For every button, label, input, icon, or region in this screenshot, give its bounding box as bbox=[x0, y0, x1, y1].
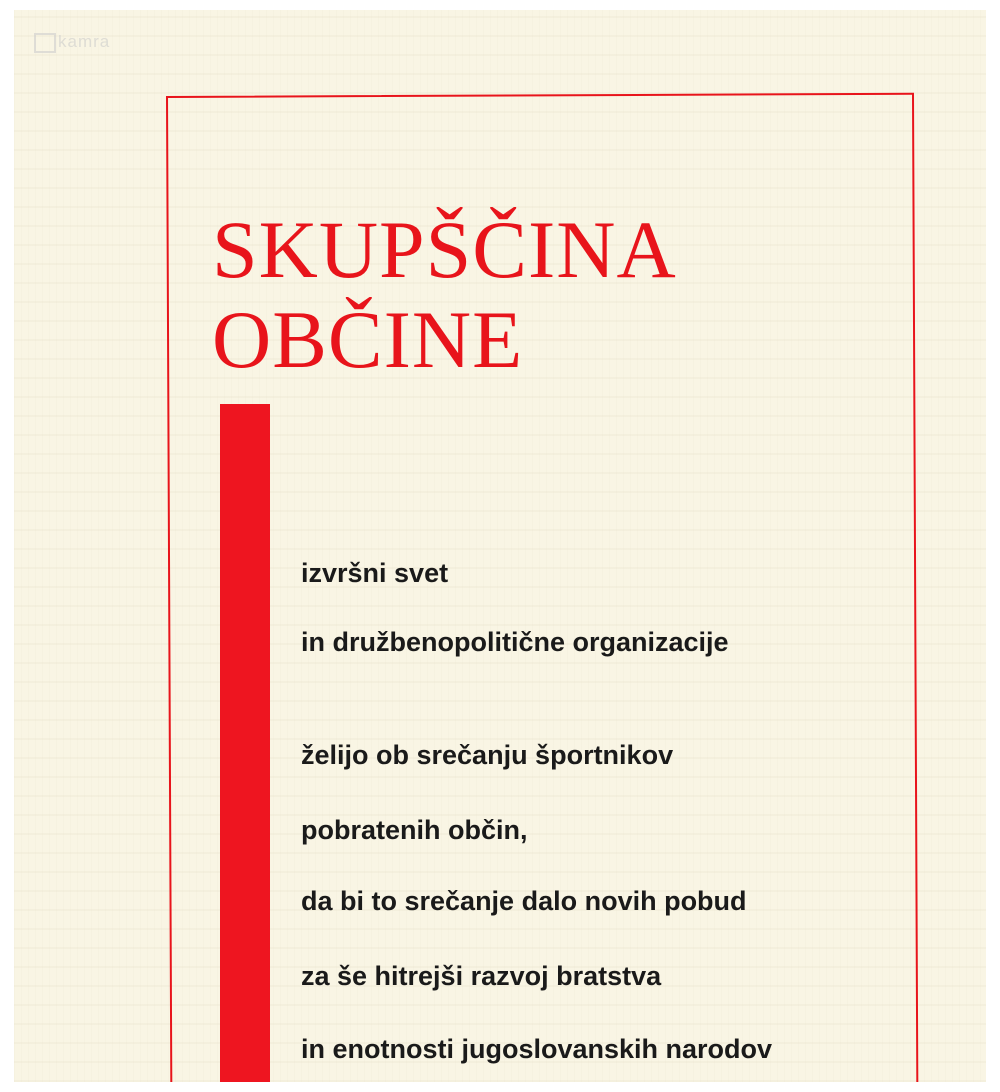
title-line-2: OBČINE bbox=[212, 294, 524, 385]
title-line-1: SKUPŠČINA bbox=[212, 204, 677, 295]
red-vertical-bar bbox=[220, 404, 270, 1082]
message-line: pobratenih občin, bbox=[301, 815, 528, 845]
message-line: in družbenopolitične organizacije bbox=[301, 627, 729, 657]
message-line: izvršni svet bbox=[301, 558, 449, 588]
message-line: za še hitrejši razvoj bratstva bbox=[301, 961, 662, 991]
message-line: želijo ob srečanju športnikov bbox=[301, 740, 674, 770]
message-line: in enotnosti jugoslovanskih narodov bbox=[301, 1034, 773, 1064]
watermark-logo bbox=[34, 32, 110, 53]
message-line: da bi to srečanje dalo novih pobud bbox=[301, 886, 747, 916]
watermark-text: kamra bbox=[58, 32, 111, 51]
page-title bbox=[212, 205, 677, 385]
watermark-box-icon bbox=[34, 33, 56, 53]
document-page bbox=[14, 10, 986, 1082]
